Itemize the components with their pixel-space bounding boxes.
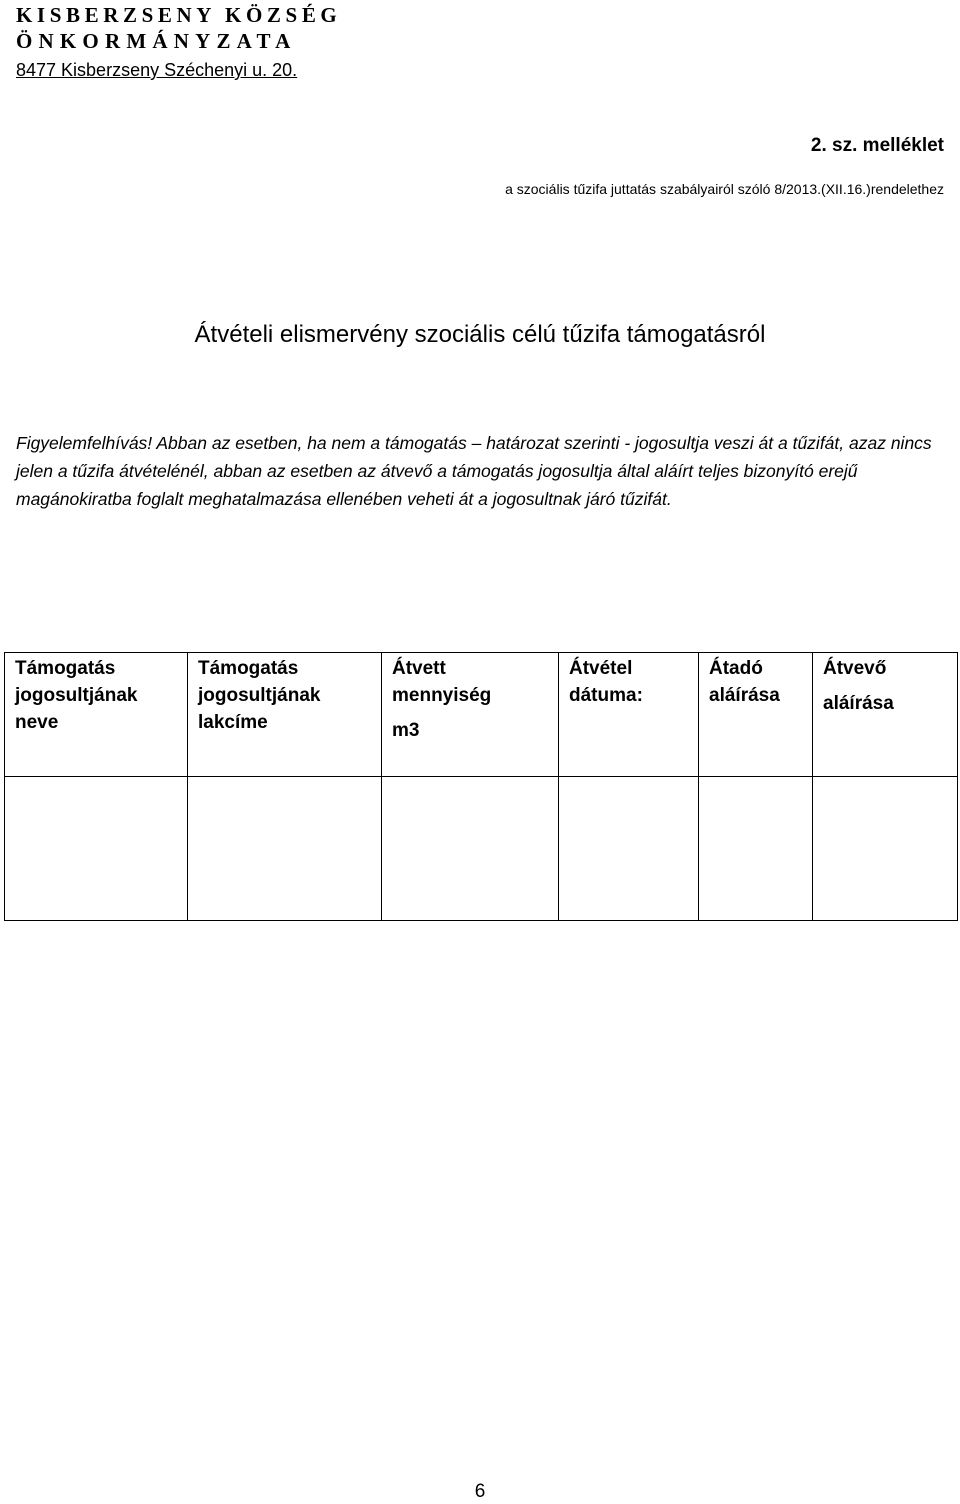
table-row [5, 777, 958, 921]
col-header-text: Átvétel [569, 658, 633, 679]
annex-reference: a szociális tűzifa juttatás szabályairól szóló 8/2013.(XII.16.)rendelethez [505, 181, 944, 197]
col-header-text: jogosultjának [15, 685, 138, 706]
col-header-text: Átadó [709, 658, 763, 679]
cell-date[interactable] [559, 777, 699, 921]
col-header-text: mennyiség [392, 685, 492, 706]
col-header-quantity [382, 653, 559, 777]
org-name-line2: ÖNKORMÁNYZATA [16, 29, 297, 53]
receipt-table [4, 652, 958, 921]
document-title: Átvételi elismervény szociális célú tűzifa támogatásról [194, 321, 766, 348]
col-header-handover-signature [699, 653, 813, 777]
col-header-text: Átvett [392, 658, 446, 679]
col-header-text: aláírása [823, 693, 894, 714]
col-header-recipient-signature [813, 653, 958, 777]
col-header-text: neve [15, 712, 59, 733]
cell-beneficiary-address[interactable] [188, 777, 382, 921]
col-header-text: Támogatás [198, 658, 299, 679]
page-number: 6 [474, 1481, 486, 1502]
col-header-unit: m3 [392, 720, 420, 741]
notice-text: Abban az esetben, ha nem a támogatás – határozat szerinti - jogosultja veszi át a tűzifát, azaz nincs jelen a tűzifa átvételénél, abban az esetben az átvevő a támogatás jogosultja által aláírt teljes bizonyító erejű magánokiratba foglalt meghatalmazása ellenében veheti át a jogosultnak járó tűzifát. [16, 433, 932, 509]
col-header-text: Támogatás [15, 658, 116, 679]
col-header-text: lakcíme [198, 712, 268, 733]
col-header-text: dátuma: [569, 685, 643, 706]
annex-label: 2. sz. melléklet [810, 135, 944, 156]
cell-recipient-signature[interactable] [813, 777, 958, 921]
notice-paragraph [16, 429, 946, 513]
cell-quantity[interactable] [382, 777, 559, 921]
org-address: 8477 Kisberzseny Széchenyi u. 20. [16, 60, 298, 80]
col-header-beneficiary-address [188, 653, 382, 777]
col-header-text: Átvevő [823, 658, 887, 679]
notice-label: Figyelemfelhívás! [16, 433, 153, 453]
col-header-text: jogosultjának [198, 685, 321, 706]
cell-handover-signature[interactable] [699, 777, 813, 921]
col-header-text: aláírása [709, 685, 780, 706]
col-header-beneficiary-name [5, 653, 188, 777]
table-header-row [5, 653, 958, 777]
org-name-line1: KISBERZSENY KÖZSÉG [16, 3, 342, 27]
col-header-date [559, 653, 699, 777]
cell-beneficiary-name[interactable] [5, 777, 188, 921]
